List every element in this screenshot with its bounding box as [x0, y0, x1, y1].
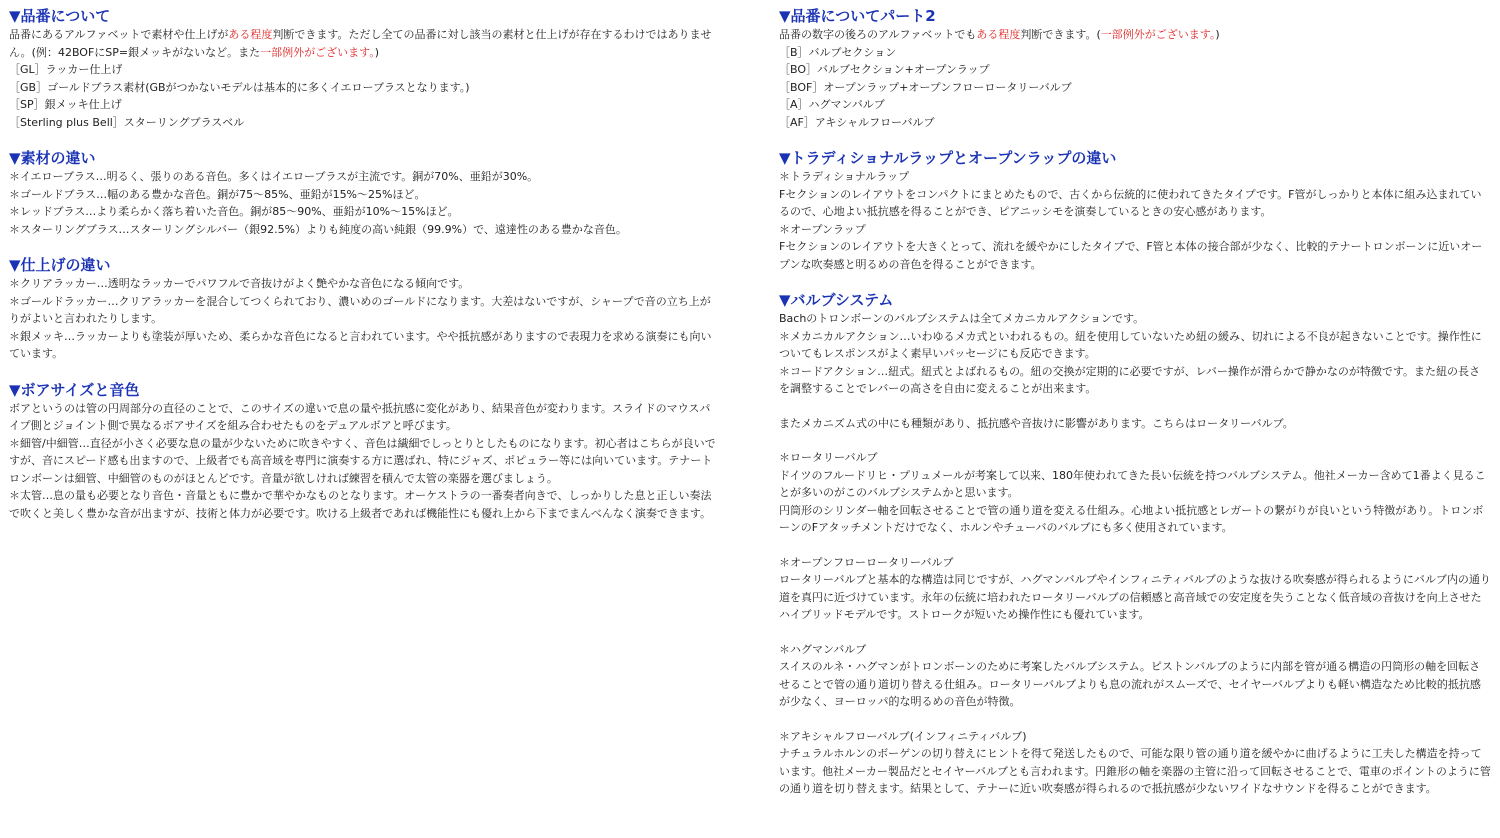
emphasis-red: ある程度 [228, 28, 273, 41]
subheading: ＊ハグマンバルブ [779, 642, 867, 656]
hinban-intro: 品番にあるアルファベットで素材や仕上げがある程度判断できます。ただし全ての品番に対し該当の素材と仕上げが存在するわけではありません。(例：42BOFにSP=銀メッキがないなど。また一部例外がございます。) [9, 28, 712, 59]
paragraph: またメカニズム式の中にも種類があり、抵抗感や音抜けに影響があります。こちらはロータリーバルブ。 [779, 416, 1294, 430]
emphasis-red: 一部例外がございます。 [1100, 28, 1216, 41]
subheading: ＊ロータリーバルブ [779, 451, 878, 464]
list-item: ＊銀メッキ…ラッカーよりも塗装が厚いため、柔らかな音色になると言われています。やや抵抗感がありますので表現力を求める演奏にも向いています。 [9, 329, 712, 360]
paragraph: Fセクションのレイアウトを大きくとって、流れを緩やかにしたタイプで、F管と本体の接合部が少なく、比較的テナートロンボーンに近いオープンな吹奏感と明るめの音色を得ることができます。 [779, 240, 1483, 271]
list-item: ＊イエローブラス…明るく、張りのある音色。多くはイエローブラスが主流です。銅が70%、亜鉛が30%。 [9, 170, 539, 183]
list-item: ＊レッドブラス…より柔らかく落ち着いた音色。銅が85〜90%、亜鉛が10%〜15%ほど。 [9, 205, 459, 218]
section-title-finish: ▼仕上げの違い [9, 256, 111, 274]
paragraph: ＊コードアクション…紐式。紐式とよばれるもの。紐の交換が定期的に必要ですが、レバー操作が滑らかで静かなのが特徴です。また紐の長さを調整することでレバーの高さを自由に変えることが出来ます。 [779, 364, 1481, 395]
emphasis-red: 一部例外がございます。 [260, 45, 375, 59]
list-item: ［BO］バルブセクション+オープンラップ [779, 63, 990, 76]
subheading: ＊アキシャルフローバルブ(インフィニティバルブ) [779, 729, 1027, 743]
paragraph: 円筒形のシリンダー軸を回転させることで管の通り道を変える仕組み。心地よい抵抗感とレガートの繋がりが良いという特徴があり。トロンボーンのFアタッチメントだけでなく、ホルンやチューバのバルブにも多く使用されています。 [779, 503, 1484, 534]
paragraph: ＊太管…息の量も必要となり音色・音量ともに豊かで華やかなものとなります。オーケストラの一番奏者向きで、しっかりした息と正しい奏法で吹くと美しく豊かな音が出ますが、技術と体力が必要です。吹ける上級者であれば機能性にも優れ上から下までまんべんなく演奏できます。 [9, 489, 712, 520]
list-item: ［Sterling plus Bell］スターリングブラスベル [9, 115, 245, 129]
list-item: ＊スターリングブラス…スターリングシルバー（銀92.5%）よりも純度の高い純銀（99.9%）で、遠達性のある豊かな音色。 [9, 222, 627, 236]
list-item: ［GL］ラッカー仕上げ [9, 63, 123, 76]
section-title-bore: ▼ボアサイズと音色 [9, 380, 140, 399]
paragraph: ＊メカニカルアクション…いわゆるメカ式といわれるもの。紐を使用していないため紐の緩み、切れによる不良が起きないことです。操作性についてもレスポンスがよく素早いパッセージにも反応できます。 [779, 329, 1482, 360]
list-item: ［B］バルブセクション [779, 45, 897, 59]
subheading: ＊オープンラップ [779, 222, 866, 236]
list-item: ［BOF］オープンラップ+オープンフローロータリーバルブ [779, 80, 1072, 94]
paragraph: ナチュラルホルンのボーゲンの切り替えにヒントを得て発送したもので、可能な限り管の通り道を緩やかに曲げるように工夫した構造を持っています。他社メーカー製品だとセイヤーバルブとも言われます。円錐形の軸を楽器の主管に沿って回転させることで、電車のポイントのように管の通り道を切り替えます。結果として、テナーに近い吹奏感が得られるので抵抗感が少ないワイドなサウンドを得ることができます。 [779, 747, 1491, 795]
right-column [779, 6, 1491, 798]
list-item: ［A］ハグマンバルブ [779, 98, 885, 111]
paragraph: ボアというのは管の円周部分の直径のことで、このサイズの違いで息の量や抵抗感に変化があり、結果音色が変わります。スライドのマウスパイプ側とジョイント側で異なるボアサイズを組み合わせたものをデュアルボアと呼びます。 [9, 401, 711, 432]
paragraph: ロータリーバルブと基本的な構造は同じですが、ハグマンバルブやインフィニティバルブのような抜ける吹奏感が得られるようにバルブ内の通り道を真円に近づけています。永年の伝統に培われたロータリーバルブの信頼感と高音域での安定度を失うことなく低音域の音抜けを向上させたハイブリッドモデルです。ストロークが短いため操作性にも優れています。 [779, 573, 1491, 621]
list-item: ［AF］アキシャルフローバルブ [779, 115, 935, 129]
section-title-hinban-part2: ▼品番についてパート2 [779, 7, 936, 25]
paragraph: ドイツのフルードリヒ・プリュメールが考案して以来、180年使われてきた長い伝統を持つバルブシステム。他社メーカー含めて1番よく見ることが多いのがこのバルブシステムかと思います。 [779, 468, 1486, 499]
section-title-material: ▼素材の違い [9, 149, 96, 167]
paragraph: スイスのルネ・ハグマンがトロンボーンのために考案したバルブシステム。ピストンバルブのように内部を管が通る構造の円筒形の軸を回転させることで管の通り道切り替える仕組み。ロータリーバルブよりも息の流れがスムーズで、セイヤーバルブよりも軽い構造なため比較的抵抗感が少なく、ヨーロッパ的な明るめの音色が特徴。 [779, 660, 1481, 708]
paragraph: ＊細管/中細管…直径が小さく必要な息の量が少ないために吹きやすく、音色は繊細でしっとりとしたものになります。初心者はこちらが良いですが、音にスピード感も出ますので、上級者でも高音域を専門に演奏する方に選ばれ、特にジャズ、ポピュラー等には向いています。テナートロンボーンは細管、中細管のものがほとんどです。音量が欲しければ練習を積んで太管の楽器を選びましょう。 [9, 436, 716, 485]
list-item: ＊ゴールドブラス…幅のある豊かな音色。銅が75〜85%、亜鉛が15%〜25%ほど。 [9, 187, 426, 201]
paragraph: Bachのトロンボーンのバルブシステムは全てメカニカルアクションです。 [779, 312, 1145, 325]
section-title-hinban: ▼品番について [9, 7, 111, 25]
list-item: ＊ゴールドラッカー…クリアラッカーを混合してつくられており、濃いめのゴールドになります。大差はないですが、シャープで音の立ち上がりがよいと言われたりします。 [9, 294, 711, 325]
paragraph: Fセクションのレイアウトをコンパクトにまとめたもので、古くから伝統的に使われてきたタイプです。F管がしっかりと本体に組み込まれているので、心地よい抵抗感を得ることができ、ピアニッシモを演奏しているときの安心感があります。 [779, 187, 1482, 218]
section-title-valve: ▼バルブシステム [779, 291, 894, 309]
left-column [9, 6, 721, 522]
list-item: ＊クリアラッカー…透明なラッカーでパワフルで音抜けがよく艶やかな音色になる傾向です。 [9, 277, 470, 290]
subheading: ＊オープンフローロータリーバルブ [779, 555, 954, 569]
list-item: ［GB］ゴールドブラス素材(GBがつかないモデルは基本的に多くイエローブラスとなります。) [9, 80, 470, 94]
subheading: ＊トラディショナルラップ [779, 170, 910, 183]
hinban2-intro: 品番の数字の後ろのアルファベットでもある程度判断できます。(一部例外がございます。) [779, 28, 1220, 41]
section-title-wrap: ▼トラディショナルラップとオープンラップの違い [779, 149, 1117, 167]
list-item: ［SP］銀メッキ仕上げ [9, 98, 122, 111]
emphasis-red: ある程度 [976, 28, 1021, 41]
